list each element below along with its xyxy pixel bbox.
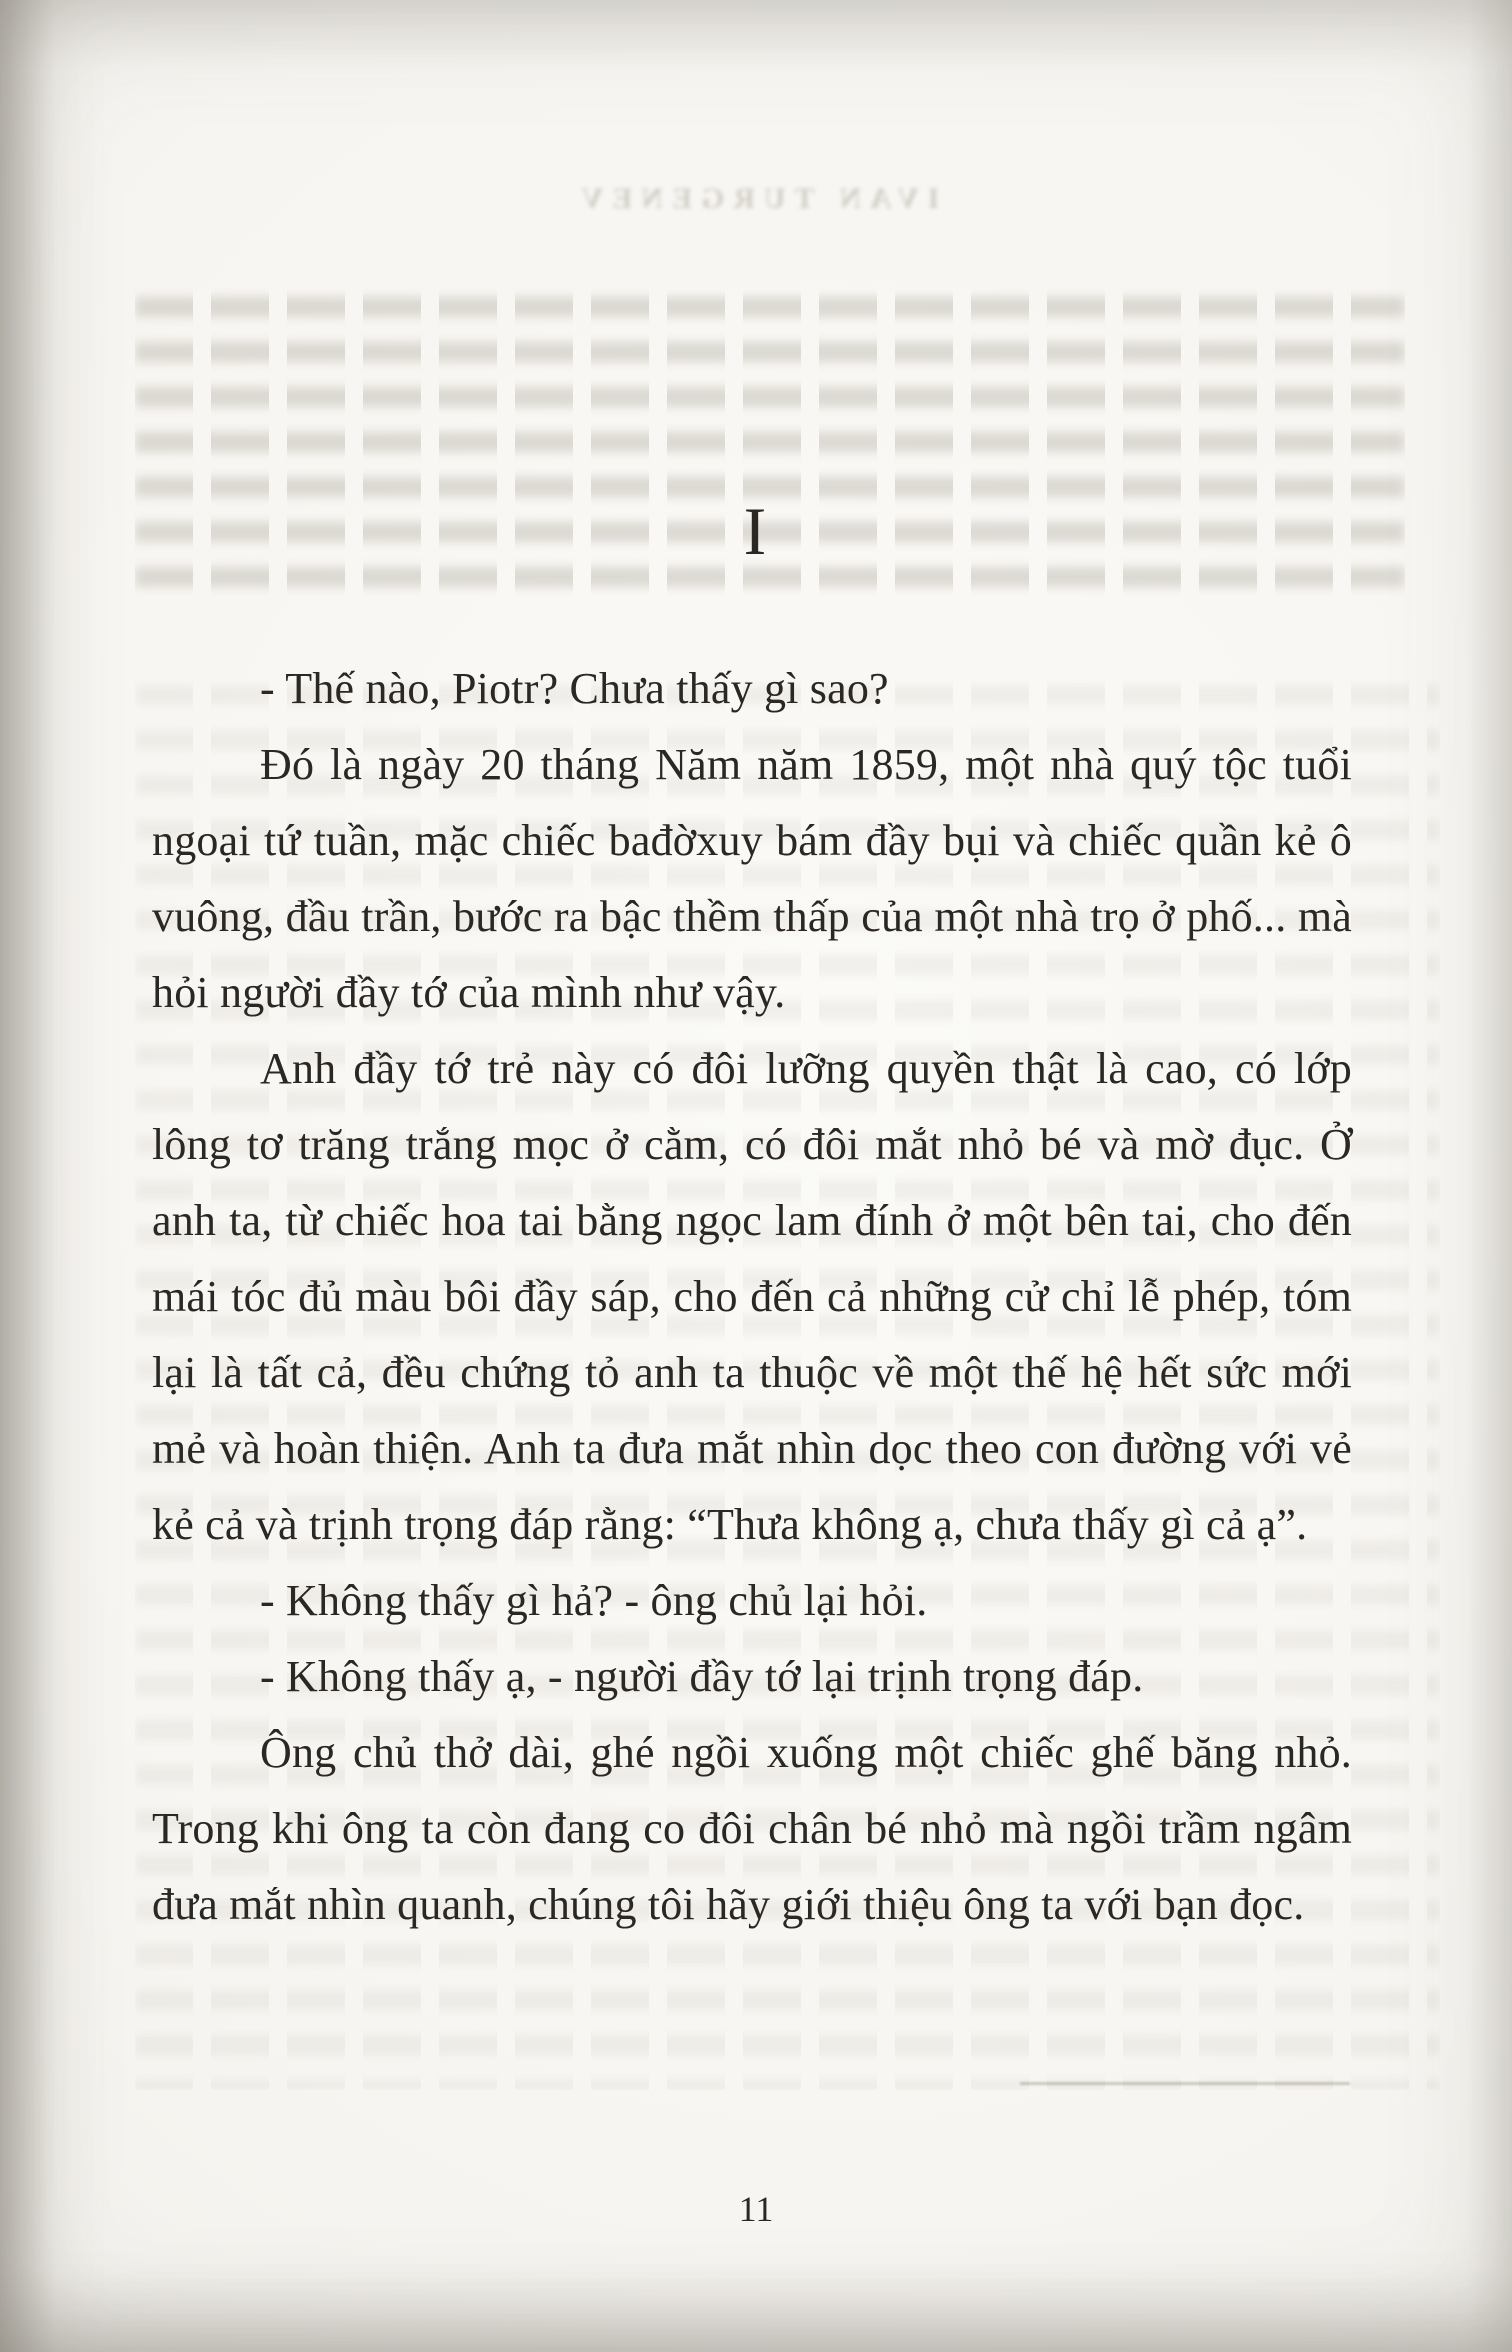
paragraph: Đó là ngày 20 tháng Năm năm 1859, một nhà quý tộc tuổi ngoại tứ tuần, mặc chiếc bađờxuy bám đầy bụi và chiếc quần kẻ ô vuông, đầu trần, bước ra bậc thềm thấp của một nhà trọ ở phố... mà hỏi người đầy tớ của mình như vậy. [152, 740, 1352, 1017]
page-number: 11 [738, 2189, 774, 2229]
chapter-heading: I [743, 493, 769, 569]
body-text [152, 651, 1352, 1943]
paragraph: - Không thấy gì hả? - ông chủ lại hỏi. [260, 1576, 928, 1625]
paragraph: Anh đầy tớ trẻ này có đôi lưỡng quyền thật là cao, có lớp lông tơ trăng trắng mọc ở cằm, có đôi mắt nhỏ bé và mờ đục. Ở anh ta, từ chiếc hoa tai bằng ngọc lam đính ở một bên tai, cho đến mái tóc đủ màu bôi đầy sáp, cho đến cả những cử chỉ lễ phép, tóm lại là tất cả, đều chứng tỏ anh ta thuộc về một thế hệ hết sức mới mẻ và hoàn thiện. Anh ta đưa mắt nhìn dọc theo con đường với vẻ kẻ cả và trịnh trọng đáp rằng: “Thưa không ạ, chưa thấy gì cả ạ”. [152, 1044, 1352, 1549]
ghost-footnote-rule [1020, 2082, 1350, 2085]
ghost-running-header: IVAN TURGENEV [572, 182, 940, 215]
paragraph: - Thế nào, Piotr? Chưa thấy gì sao? [260, 664, 889, 713]
ghost-footnote-text [725, 2092, 1315, 2112]
paragraph: - Không thấy ạ, - người đầy tớ lại trịnh trọng đáp. [260, 1652, 1144, 1701]
paragraph: Ông chủ thở dài, ghé ngồi xuống một chiếc ghế băng nhỏ. Trong khi ông ta còn đang co đôi chân bé nhỏ mà ngồi trầm ngâm đưa mắt nhìn quanh, chúng tôi hãy giới thiệu ông ta với bạn đọc. [152, 1728, 1352, 1929]
